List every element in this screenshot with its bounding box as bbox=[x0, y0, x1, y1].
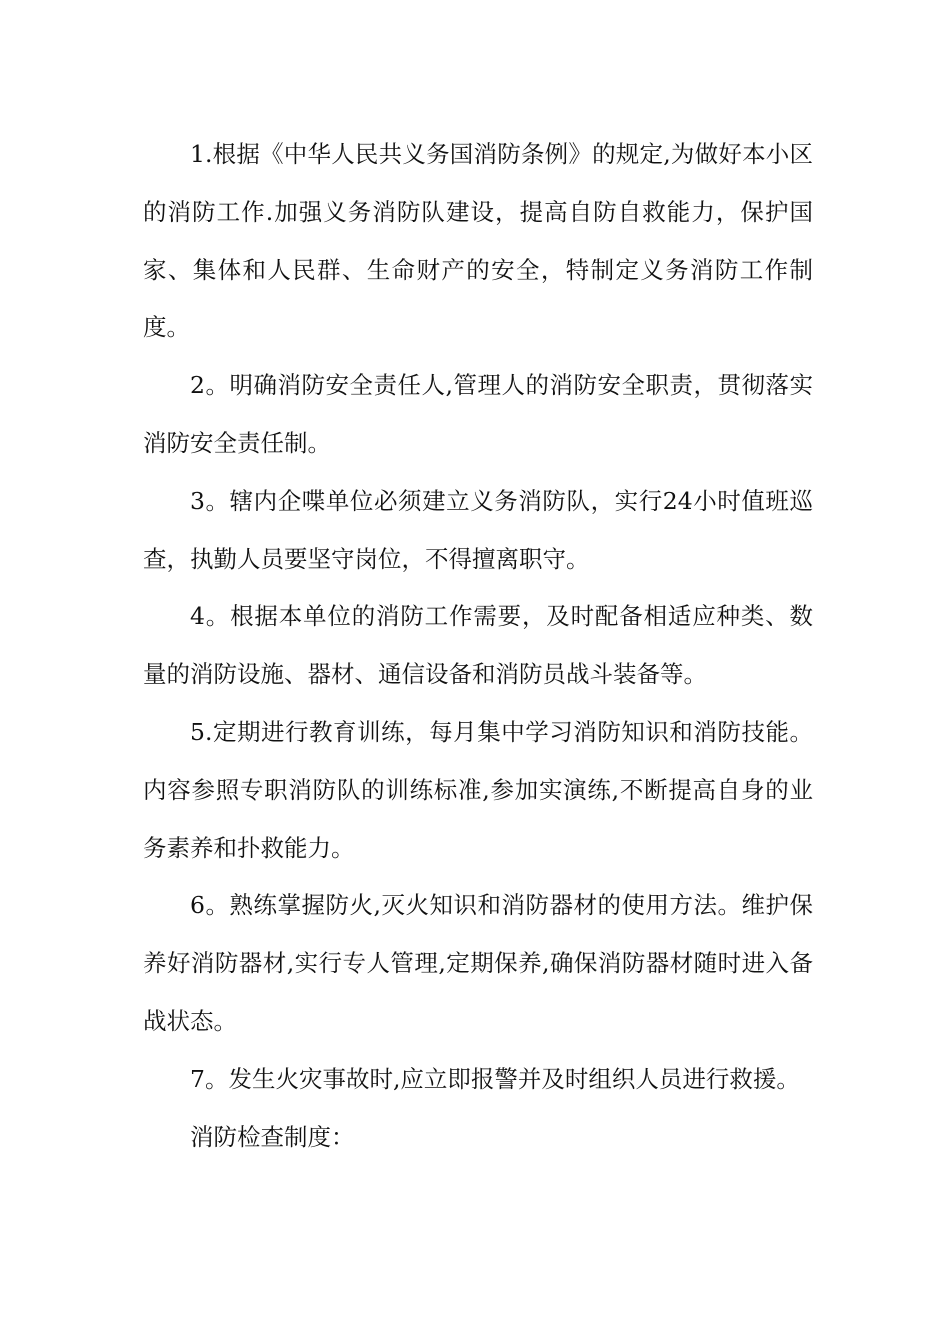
paragraph-6: 6。熟练掌握防火,灭火知识和消防器材的使用方法。维护保养好消防器材,实行专人管理,定期保养,确保消防器材随时进入备战状态。 bbox=[143, 891, 813, 1035]
paragraph-3: 3。辖内企喋单位必须建立义务消防队，实行24小时值班巡查，执勤人员要坚守岗位，不得擅离职守。 bbox=[143, 486, 813, 573]
paragraph-1: 1.根据《中华人民共义务国消防条例》的规定,为做好本小区的消防工作.加强义务消防队建设，提高自防自救能力，保护国家、集体和人民群、生命财产的安全，特制定义务消防工作制度。 bbox=[143, 140, 813, 342]
paragraph-7: 7。发生火灾事故时,应立即报警并及时组织人员进行救援。 bbox=[190, 1064, 800, 1093]
paragraph-5: 5.定期进行教育训练，每月集中学习消防知识和消防技能。内容参照专职消防队的训练标准,参加实演练,不断提高自身的业务素养和扑救能力。 bbox=[143, 717, 813, 862]
document-body bbox=[143, 126, 813, 1166]
paragraph-4: 4。根据本单位的消防工作需要，及时配备相适应种类、数量的消防设施、器材、通信设备和消防员战斗装备等。 bbox=[143, 602, 813, 689]
section-heading: 消防检查制度： bbox=[190, 1122, 355, 1151]
paragraph-2: 2。明确消防安全责任人,管理人的消防安全职责，贯彻落实消防安全责任制。 bbox=[143, 371, 813, 457]
